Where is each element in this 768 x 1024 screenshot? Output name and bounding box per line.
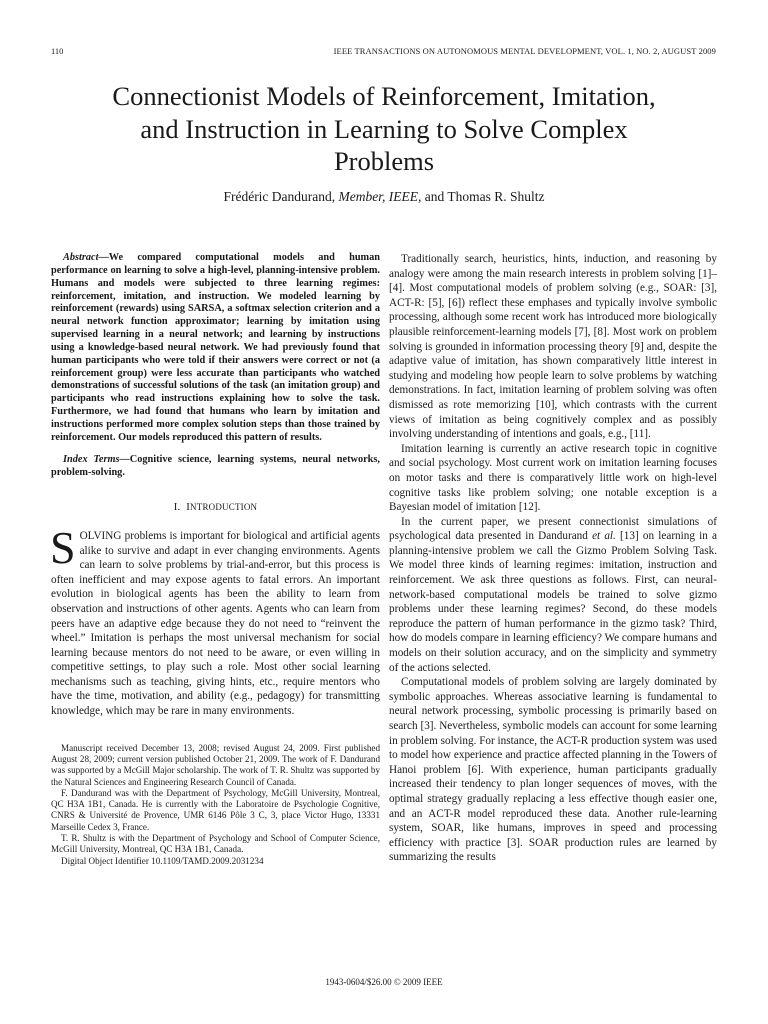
body-paragraph: Computational models of problem solving are largely dominated by symbolic approaches. Whereas associative learning is fundamental to neural network processing, symbolic processing is primarily based on search [3]. Nevertheless, symbolic models can account for some learning in problem solving. For instance, the ACT-R production system was used to model how experience and practice affected planning in the Towers of Hanoi problem [6]. With experience, human participants gradually increased their tendency to plan longer sequences of moves, with the optimal strategy gradually replacing a less effective though easier one, and an ACT-R model reproduced these data. Another rule-learning system, SOAR, like humans, improves in speed and processing efficiency with practice [3]. SOAR production rules are learned by summarizing the results [389, 676, 717, 864]
page-number: 110 [51, 46, 64, 56]
footnote [51, 743, 380, 867]
title-line: and Instruction in Learning to Solve Complex [140, 113, 628, 144]
index-terms-label: Index Terms— [63, 453, 130, 465]
author-conjunction: and [424, 189, 445, 204]
paragraph-text: In the current paper, we present connectionist simulations of psychological data presented in Dandurand [389, 515, 717, 543]
author-membership: Member, IEEE, [338, 189, 422, 204]
intro-lead-word: OLVING [79, 529, 122, 542]
author-name: Thomas R. Shultz [447, 189, 545, 204]
body-paragraph: Traditionally search, heuristics, hints, induction, and reasoning by analogy were among the main research interests in problem solving [1]–[4]. Most computational models of problem solving (e.g., SOAR: [3], ACT-R: [5], [6]) reflect these emphases and typically involve symbolic processing, although some recent work has introduced more biologically plausible reinforcement-learning models [7], [8]. Most work on problem solving is grounded in information processing theory [9] and, despite the adaptive value of imitation, has shown comparatively little interest in studying and modeling how people learn to solve problems by watching demonstrations. In fact, imitation learning of problem solving was often dismissed as rote memorizing [10], which contrasts with the current views of imitation as being cognitively complex and as possibly involving understanding of intentions and goals, e.g., [11]. [389, 253, 717, 441]
intro-paragraph [50, 521, 380, 719]
right-column [389, 252, 717, 865]
et-al: et al. [592, 530, 616, 543]
index-terms-text: Cognitive science, learning systems, neural networks, problem-solving. [51, 453, 380, 478]
abstract [51, 252, 380, 445]
paragraph-text: [13] on learning in a planning-intensive problem we call the Gizmo Problem Solving Task. We model three kinds of learning regimes: imitation, instruction and reinforcement. We ask three questions as follows. First, can neural-network-based computational models be trained to solve gizmo problems under these learning regimes? Second, do these models reproduce the pattern of human performance in the gizmo task? Third, how do models compare in learning efficiency? We compare humans and models on their solution accuracy, and on the simplicity and symmetry of the actions selected. [389, 530, 718, 674]
abstract-label: Abstract— [63, 252, 109, 263]
left-column [51, 252, 380, 867]
section-number: I. [173, 501, 181, 514]
footnote-affiliation-1: F. Dandurand was with the Department of Psychology, McGill University, Montreal, QC H3A 1B1, Canada. He is currently with the Laboratoire de Psychologie Cognitive, CNRS & Université de Provence, UMR 6146 Pôle 3 C, 3, place Victor Hugo, 13331 Marseille Cedex 3, France. [51, 787, 380, 832]
author-name: Frédéric Dandurand, [223, 189, 336, 204]
index-terms [51, 454, 380, 480]
footnote-affiliation-2: T. R. Shultz is with the Department of Psychology and School of Computer Science, McGill University, Montreal, QC H3A 1B1, Canada. [51, 833, 380, 855]
body-paragraph: Imitation learning is currently an active research topic in cognitive and social psychology. Most current work on imitation learning focuses on motor tasks and there is comparatively little work on high-level cognitive tasks like problem solving; one notable exception is a Bayesian model of imitation [12]. [389, 442, 717, 514]
drop-cap: S [50, 521, 76, 573]
intro-text: problems is important for biological and artificial agents alike to survive and adapt in ever changing environments. Agents can learn to solve problems by trial-and-error, but this process is often inefficient and may expose agents to fatal errors. An important evolution in biological agents has been the ability to learn from observation and instructions of other agents. Agents who can learn from peers have an adaptive edge because they do not need to “reinvent the wheel.” Imitation is perhaps the most universal mechanism for social learning because mentors do not need to be aware, or even willing in competitive settings, to play such a role. Most other social learning mechanisms such as teaching, giving hints, etc., require mentors who have the time, motivation, and ability (e.g., pedagogy) for transmitting knowledge, which may be rare in many environments. [51, 529, 380, 718]
title-line: Problems [333, 146, 435, 176]
body-paragraph [389, 515, 717, 676]
copyright-footer: 1943-0604/$26.00 © 2009 IEEE [325, 977, 443, 987]
footnote-doi: Digital Object Identifier 10.1109/TAMD.2009.2031234 [61, 855, 264, 866]
section-title-initial: I [186, 501, 191, 514]
title-line: Connectionist Models of Reinforcement, Imitation, [112, 81, 656, 111]
section-title-rest: NTRODUCTION [190, 502, 258, 513]
section-heading [51, 500, 380, 515]
journal-header: IEEE TRANSACTIONS ON AUTONOMOUS MENTAL DEVELOPMENT, VOL. 1, NO. 2, AUGUST 2009 [333, 46, 716, 56]
abstract-text: We compared computational models and human performance on learning to solve a high-level, planning-intensive problem. Humans and models were subjected to three learning regimes: reinforcement, imitation, and instruction. We modeled learning by reinforcement (rewards) using SARSA, a softmax selection criterion and a neural network function approximator; learning by imitation using supervised learning in a neural network; and learning by instructions using a knowledge-based neural network. We had previously found that human participants who were told if their answers were correct or not (a reinforcement group) were less accurate than participants who watched demonstrations of successful solutions of the task (an imitation group) and participants who read instructions explaining how to solve the task. Furthermore, we had found that humans who learn by imitation and instructions performed more complex solution steps than those trained by reinforcement. Our models reproduced this pattern of results. [51, 252, 380, 443]
author-line [40, 189, 728, 205]
footnote-manuscript: Manuscript received December 13, 2008; revised August 24, 2009. First published August 28, 2009; current version published October 21, 2009. The work of F. Dandurand was supported by a McGill Major scholarship. The work of T. R. Shultz was supported by the Natural Sciences and Engineering Research Council of Canada. [51, 742, 380, 787]
paper-title [40, 80, 728, 178]
